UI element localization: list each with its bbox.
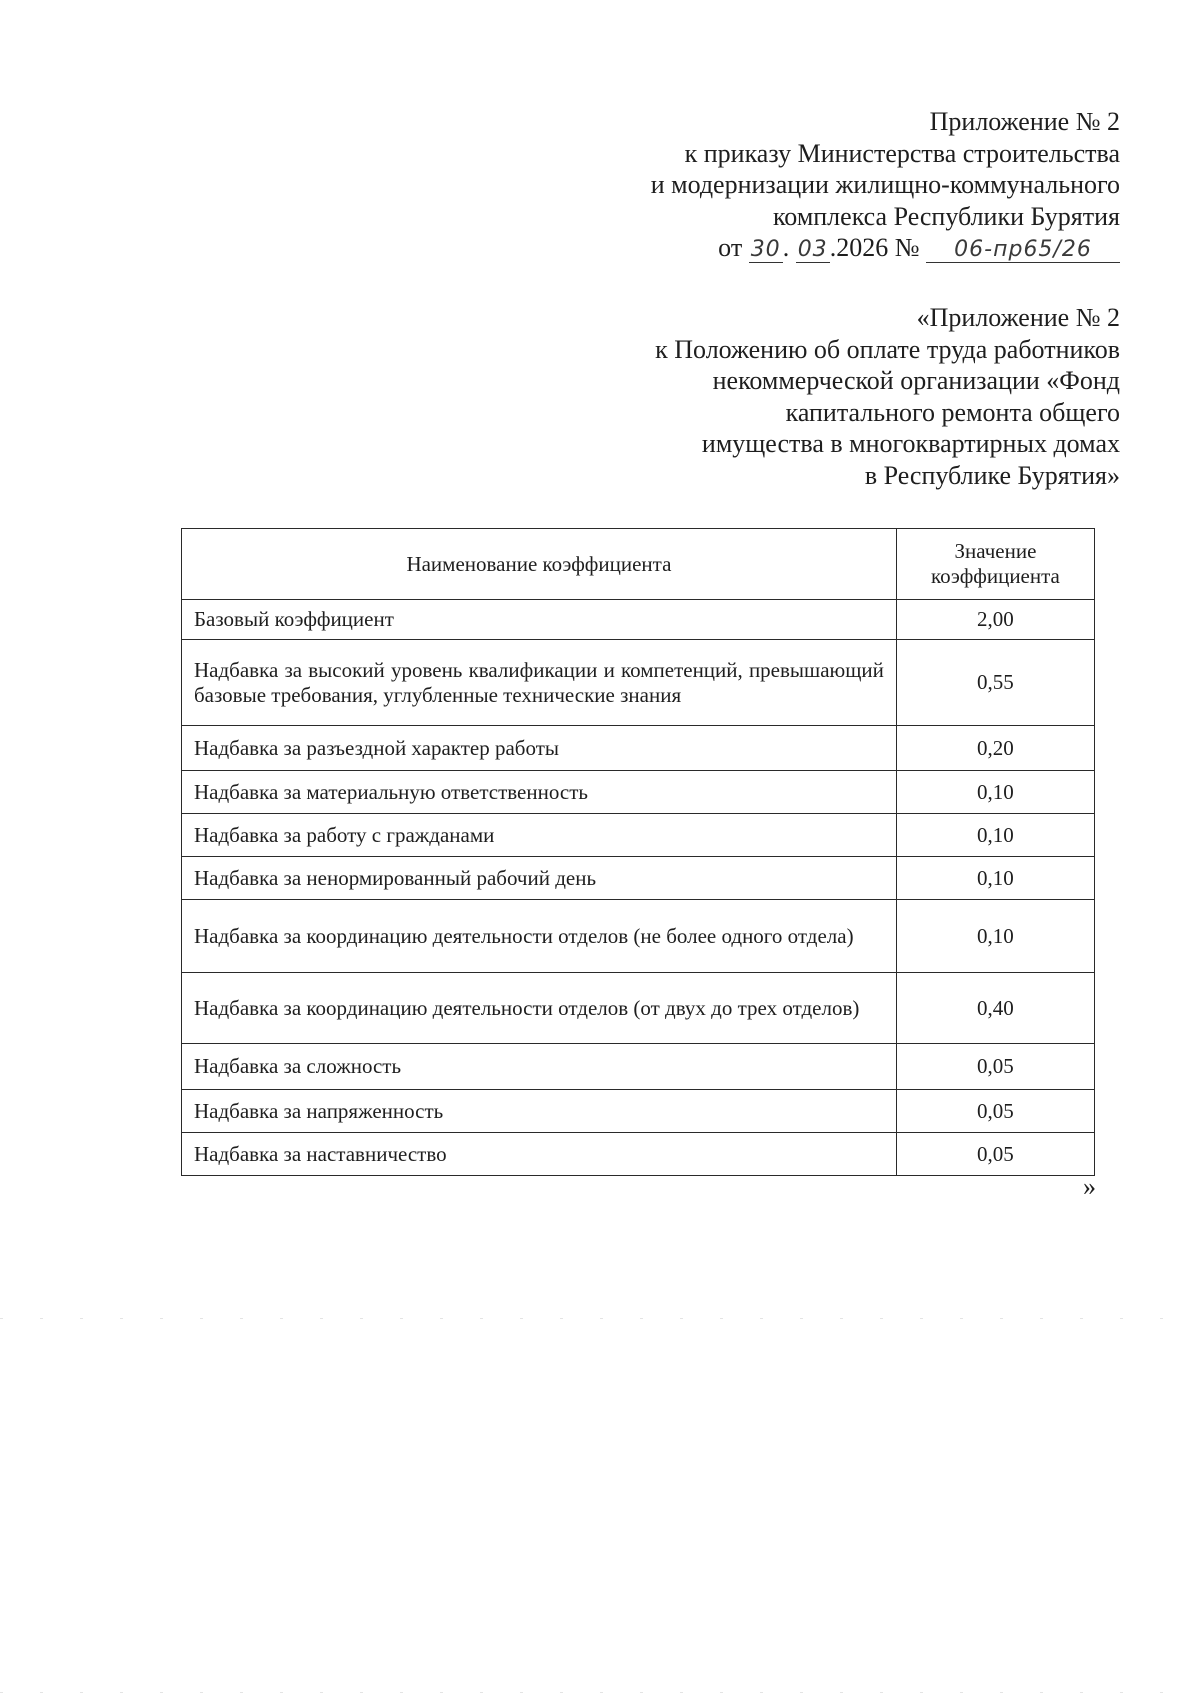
coefficient-value: 0,55	[896, 640, 1094, 726]
handwritten-order-number: 06-пр65/26	[926, 238, 1120, 263]
ministry-line: и модернизации жилищно-коммунального	[650, 170, 1120, 200]
date-year: .2026 №	[829, 233, 920, 263]
coefficient-name: Базовый коэффициент	[182, 600, 897, 640]
quote-line-5: имущества в многоквартирных домах	[701, 429, 1120, 459]
coefficient-name: Надбавка за ненормированный рабочий день	[182, 857, 897, 900]
coefficient-name: Надбавка за координацию деятельности отделов (от двух до трех отделов)	[182, 973, 897, 1044]
coefficient-name: Надбавка за наставничество	[182, 1133, 897, 1176]
coefficient-value: 0,05	[896, 1090, 1094, 1133]
table-row	[182, 1133, 1095, 1176]
quote-line-3: некоммерческой организации «Фонд	[712, 366, 1120, 396]
coefficient-name: Надбавка за напряженность	[182, 1090, 897, 1133]
coefficient-value: 0,10	[896, 771, 1094, 814]
coefficient-value: 0,10	[896, 900, 1094, 973]
coefficient-name: Надбавка за разъездной характер работы	[182, 726, 897, 771]
table-header-row	[182, 529, 1095, 600]
appendix-header	[651, 106, 1120, 264]
coefficients-table	[181, 528, 1095, 1176]
order-reference-line: к приказу Министерства строительства	[684, 138, 1120, 168]
coefficient-name: Надбавка за высокий уровень квалификации и компетенций, превышающий базовые требования, углубленные технические знания	[182, 640, 897, 726]
table-row	[182, 973, 1095, 1044]
coefficient-value: 0,05	[896, 1044, 1094, 1090]
closing-quote-mark: »	[1083, 1172, 1096, 1201]
table-row	[182, 640, 1095, 726]
table-row	[182, 600, 1095, 640]
coefficient-value: 0,20	[896, 726, 1094, 771]
coefficient-name: Надбавка за материальную ответственность	[182, 771, 897, 814]
coefficient-value: 0,05	[896, 1133, 1094, 1176]
table-row	[182, 1090, 1095, 1133]
scan-artifact-line	[0, 1692, 1200, 1693]
table-row	[182, 1044, 1095, 1090]
appendix-title: Приложение № 2	[929, 107, 1120, 136]
date-separator: .	[782, 233, 790, 263]
table-row	[182, 771, 1095, 814]
order-date-line	[651, 232, 1120, 264]
appendix-quote	[655, 302, 1120, 492]
date-prefix: от	[718, 233, 743, 263]
quote-line-4: капитального ремонта общего	[785, 397, 1120, 427]
coefficient-name: Надбавка за работу с гражданами	[182, 814, 897, 857]
quote-line-6: в Республике Бурятия»	[864, 460, 1120, 490]
coefficient-value: 0,10	[896, 857, 1094, 900]
header-value: Значение коэффициента	[896, 529, 1094, 600]
coefficient-value: 0,40	[896, 973, 1094, 1044]
coefficient-name: Надбавка за координацию деятельности отделов (не более одного отдела)	[182, 900, 897, 973]
coefficient-name: Надбавка за сложность	[182, 1044, 897, 1090]
coefficient-value: 2,00	[896, 600, 1094, 640]
coefficient-value: 0,10	[896, 814, 1094, 857]
quote-line-2: к Положению об оплате труда работников	[655, 334, 1120, 364]
handwritten-month: 03	[797, 237, 828, 263]
table-row	[182, 726, 1095, 771]
quote-title: «Приложение № 2	[916, 303, 1120, 332]
table-row	[182, 900, 1095, 973]
table-row	[182, 814, 1095, 857]
region-line: комплекса Республики Бурятия	[773, 201, 1120, 231]
table-row	[182, 857, 1095, 900]
header-name: Наименование коэффициента	[182, 529, 897, 600]
handwritten-day: 30	[750, 237, 781, 263]
scan-artifact-line	[0, 1318, 1200, 1319]
